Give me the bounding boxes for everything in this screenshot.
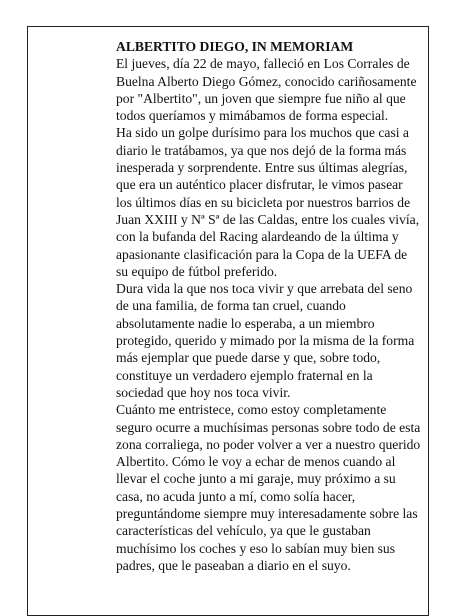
text-line: todos queríamos y mimábamos de forma especial. [116, 108, 389, 124]
text-line: absolutamente nadie lo esperaba, a un miembro [116, 315, 375, 331]
text-line: protegido, querido y mimado por la misma de la forma [116, 333, 415, 349]
text-line: con la bufanda del Racing alardeando de la última y [116, 229, 399, 245]
text-line: muchísimo los coches y eso lo sabían muy bien sus [116, 540, 396, 556]
text-line: constituye un verdadero ejemplo fraternal en la [116, 367, 373, 383]
text-line: más ejemplar que puede darse y que, sobre todo, [116, 350, 381, 366]
text-line: Albertito. Cómo le voy a echar de menos cuando al [116, 454, 396, 470]
text-line: Dura vida la que nos toca vivir y que arrebata del seno [116, 281, 413, 297]
text-line: zona corraliega, no poder volver a ver a nuestro querido [116, 436, 421, 452]
text-line: El jueves, día 22 de mayo, falleció en Los Corrales de [116, 56, 410, 72]
text-line: sociedad que hoy nos toca vivir. [116, 384, 291, 400]
text-line: Ha sido un golpe durísimo para los muchos que casi a [116, 125, 409, 141]
text-line: preguntándome siempre muy interesadamente sobre las [116, 506, 418, 522]
text-line: Buelna Alberto Diego Gómez, conocido cariñosamente [116, 73, 417, 89]
text-line: apasionante clasificación para la Copa de la UEFA de [116, 246, 408, 262]
text-line: su equipo de fútbol preferido. [116, 263, 278, 279]
text-line: Juan XXIII y Nª Sª de las Caldas, entre los cuales vivía, [116, 211, 420, 227]
text-line: llevar el coche junto a mi garaje, muy próximo a su [116, 471, 396, 487]
text-line: por "Albertito", un joven que siempre fue niño al que [116, 90, 406, 106]
text-line: casa, no acuda junto a mí, como solía hacer, [116, 488, 356, 504]
text-line: de una familia, de forma tan cruel, cuando [116, 298, 346, 314]
text-line: seguro ocurre a muchísimas personas sobre todo de esta [116, 419, 421, 435]
text-line: diario le tratábamos, ya que nos dejó de la forma más [116, 142, 407, 158]
text-line: Cuánto me entristece, como estoy completamente [116, 402, 387, 418]
text-line: inesperada y sorprendente. Entre sus últimas alegrías, [116, 160, 408, 176]
text-line: características del vehículo, ya que le gustaban [116, 523, 371, 539]
text-line: los últimos días en su bicicleta por nuestros barrios de [116, 194, 411, 210]
article [116, 38, 420, 574]
text-line: que era un auténtico placer disfrutar, le vimos pasear [116, 177, 403, 193]
text-line: padres, que le paseaban a diario en el suyo. [116, 557, 351, 573]
article-title: ALBERTITO DIEGO, IN MEMORIAM [116, 39, 354, 54]
